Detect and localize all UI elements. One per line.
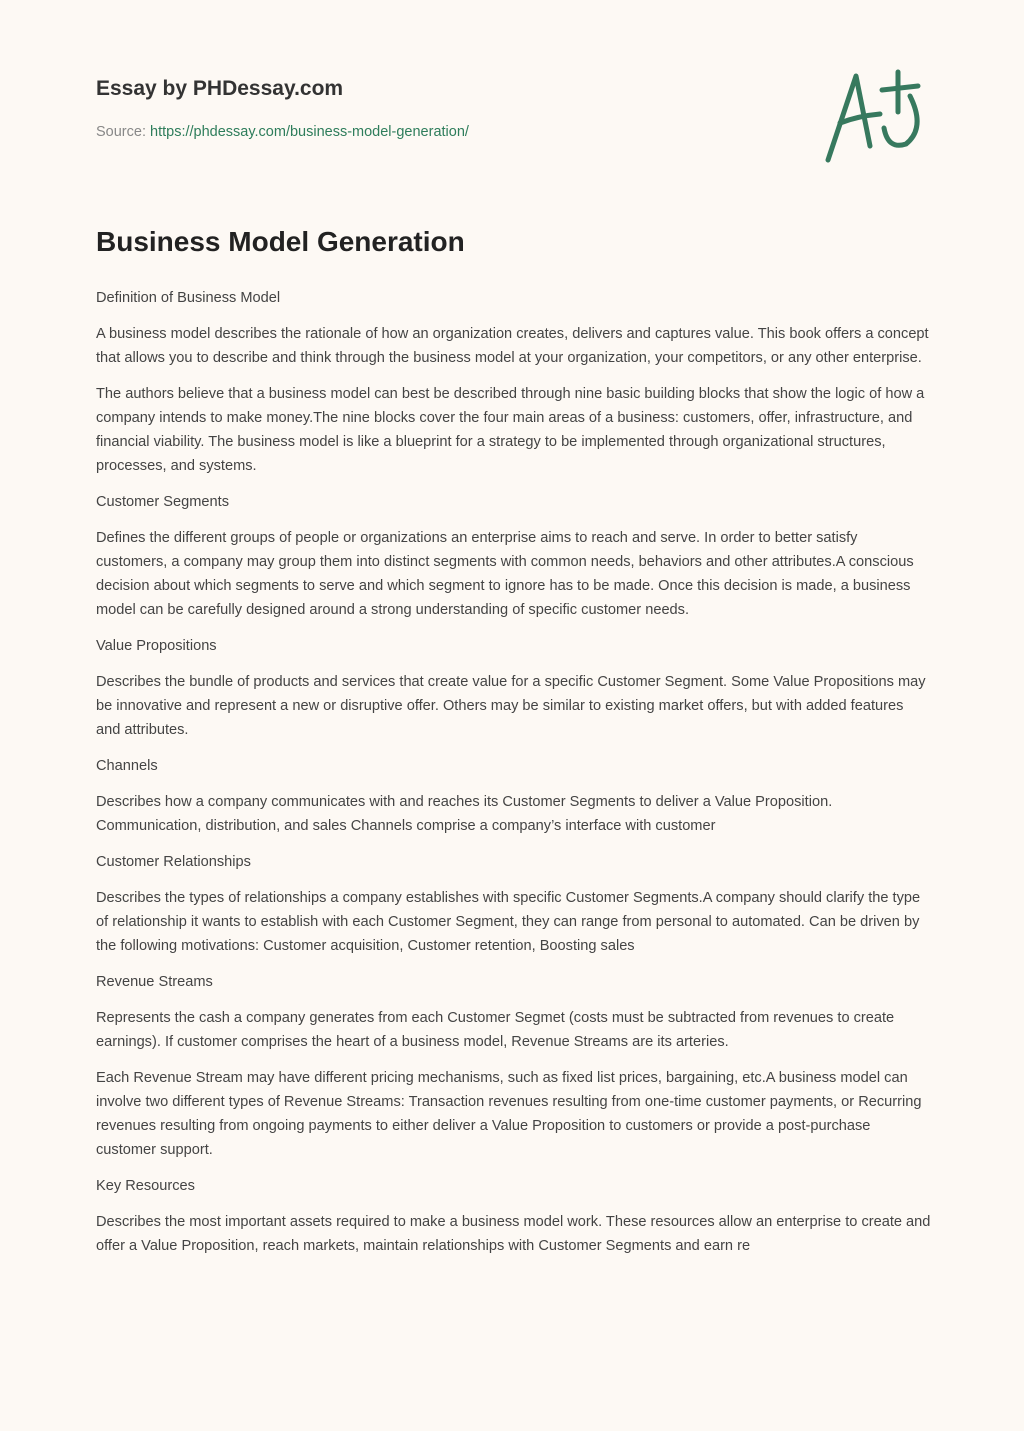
paragraph: A business model describes the rationale of how an organization creates, delivers and captures value. This book offers a concept that allows you to describe and think through the business model at your organization, your competitors, or any other enterprise. — [96, 326, 929, 366]
section-heading: Customer Relationships — [96, 854, 251, 870]
section-heading: Revenue Streams — [96, 974, 213, 990]
paragraph: Describes how a company communicates with and reaches its Customer Segments to deliver a Value Proposition. Communication, distribution, and sales Channels comprise a company’s interface with customer — [96, 794, 833, 834]
paragraph: The authors believe that a business model can best be described through nine basic building blocks that show the logic of how a company intends to make money.The nine blocks cover the four main areas of a business: customers, offer, infrastructure, and financial viability. The business model is like a blueprint for a strategy to be implemented through organizational structures, processes, and systems. — [96, 386, 925, 474]
section-heading: Definition of Business Model — [96, 290, 281, 306]
source-line — [96, 124, 469, 140]
paragraph: Describes the types of relationships a company establishes with specific Customer Segments.A company should clarify the type of relationship it wants to establish with each Customer Segment, they can range from personal to automated. Can be driven by the following motivations: Customer acquisition, Customer retention, Boosting sales — [96, 890, 921, 954]
paragraph: Each Revenue Stream may have different pricing mechanisms, such as fixed list prices, bargaining, etc.A business model can involve two different types of Revenue Streams: Transaction revenues resulting from one-time customer payments, or Recurring revenues resulting from ongoing payments to either deliver a Value Proposition to customers or provide a post-purchase customer support. — [96, 1070, 922, 1158]
paragraph: Describes the bundle of products and services that create value for a specific Customer Segment. Some Value Propositions may be innovative and represent a new or disruptive offer. Others may be similar to existing market offers, but with added features and attributes. — [96, 674, 926, 738]
paragraph: Defines the different groups of people or organizations an enterprise aims to reach and serve. In order to better satisfy customers, a company may group them into distinct segments with common needs, behaviors and other attributes.A conscious decision about which segments to serve and which segment to ignore has to be made. Once this decision is made, a business model can be carefully designed around a strong understanding of specific customer needs. — [96, 530, 914, 618]
essay-body — [96, 286, 931, 1270]
section-heading: Key Resources — [96, 1178, 195, 1194]
section-heading: Customer Segments — [96, 494, 230, 510]
page-title: Business Model Generation — [96, 226, 465, 257]
section-heading: Value Propositions — [96, 638, 217, 654]
site-brand: Essay by PHDessay.com — [96, 77, 344, 100]
source-label: Source: — [96, 124, 146, 140]
source-link[interactable]: https://phdessay.com/business-model-generation/ — [150, 124, 469, 140]
section-heading: Channels — [96, 758, 158, 774]
paragraph: Represents the cash a company generates from each Customer Segmet (costs must be subtracted from revenues to create earnings). If customer comprises the heart of a business model, Revenue Streams are its arteries. — [96, 1010, 895, 1050]
paragraph: Describes the most important assets required to make a business model work. These resources allow an enterprise to create and offer a Value Proposition, reach markets, maintain relationships with Customer Segments and earn re — [96, 1214, 931, 1254]
a-plus-logo-icon — [818, 68, 928, 168]
